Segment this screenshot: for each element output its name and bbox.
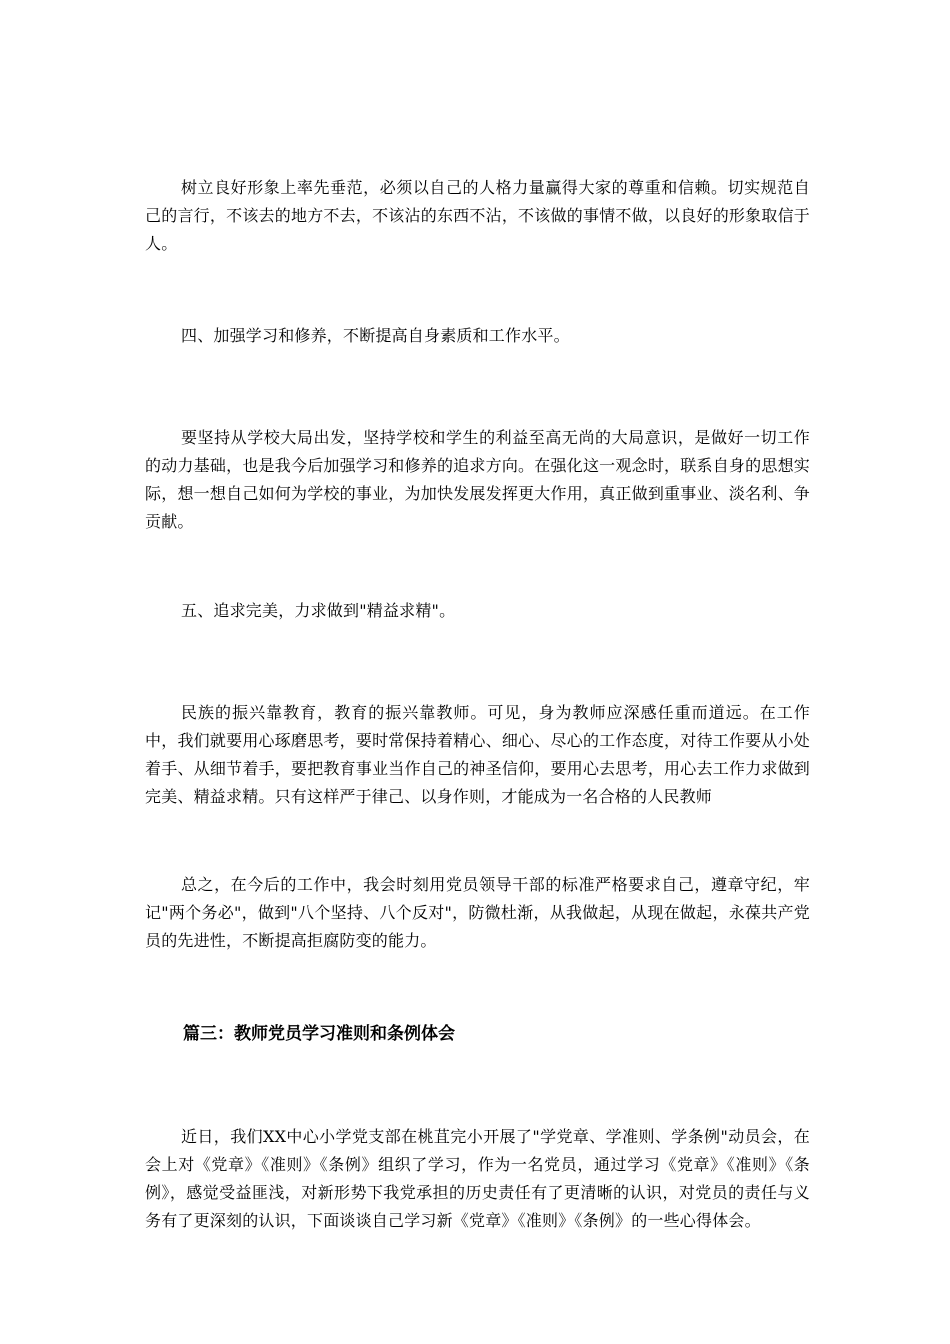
paragraph-intro: 近日，我们XX中心小学党支部在桃苴完小开展了"学党章、学准则、学条例"动员会，在会上对《党章》《准则》《条例》组织了学习，作为一名党员，通过学习《党章》《准则》《条例》，感觉受益匪浅，对新形势下我党承担的历史责任有了更清晰的认识，对党员的责任与义务有了更深刻的认识，下面谈谈自己学习新《党章》《准则》《条例》的一些心得体会。 bbox=[145, 1127, 810, 1230]
section-heading: 篇三：教师党员学习准则和条例体会 bbox=[183, 1024, 455, 1044]
paragraph-conclusion: 总之，在今后的工作中，我会时刻用党员领导干部的标准严格要求自己，遵章守纪，牢记"两个务必"，做到"八个坚持、八个反对"，防微杜渐，从我做起，从现在做起，永葆共产党员的先进性，不断提高拒腐防变的能力。 bbox=[145, 875, 810, 950]
paragraph-education-revival: 民族的振兴靠教育，教育的振兴靠教师。可见，身为教师应深感任重而道远。在工作中，我们就要用心琢磨思考，要时常保持着精心、细心、尽心的工作态度，对待工作要从小处着手、从细节着手，要把教育事业当作自己的神圣信仰，要用心去思考，用心去工作力求做到完美、精益求精。只有这样严于律己、以身作则，才能成为一名合格的人民教师 bbox=[145, 703, 810, 806]
paragraph-point-five-heading: 五、追求完美，力求做到"精益求精"。 bbox=[181, 601, 456, 620]
paragraph-role-model: 树立良好形象上率先垂范，必须以自己的人格力量赢得大家的尊重和信赖。切实规范自己的言行，不该去的地方不去，不该沾的东西不沾，不该做的事情不做，以良好的形象取信于人。 bbox=[145, 178, 810, 253]
paragraph-school-overall: 要坚持从学校大局出发，坚持学校和学生的利益至高无尚的大局意识，是做好一切工作的动力基础，也是我今后加强学习和修养的追求方向。在强化这一观念时，联系自身的思想实际，想一想自己如何为学校的事业，为加快发展发挥更大作用，真正做到重事业、淡名利、争贡献。 bbox=[145, 428, 810, 531]
paragraph-point-four-heading: 四、加强学习和修养，不断提高自身素质和工作水平。 bbox=[181, 326, 570, 345]
